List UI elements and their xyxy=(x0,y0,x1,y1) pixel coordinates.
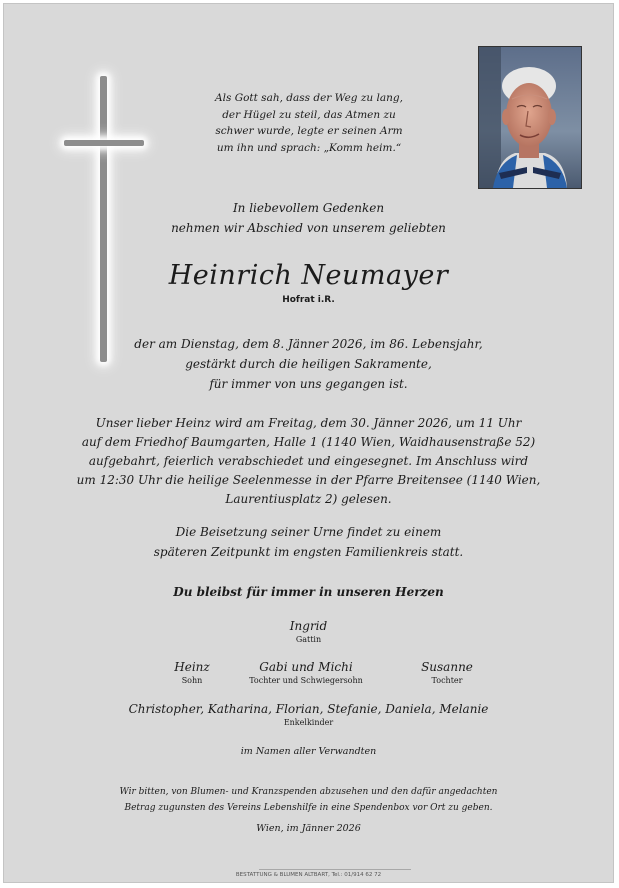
burial-line: späteren Zeitpunkt im engsten Familienkreis statt. xyxy=(153,545,464,559)
death-notice-line: gestärkt durch die heiligen Sakramente, xyxy=(185,357,432,371)
mourner-name: Christopher, Katharina, Florian, Stefanie, Daniela, Melanie xyxy=(128,702,489,716)
cross-icon-crossbar xyxy=(64,140,144,146)
intro-text xyxy=(4,198,613,238)
burial-line: Die Beisetzung seiner Urne findet zu einem xyxy=(175,525,442,539)
mourner-role: Enkelkinder xyxy=(283,718,334,727)
relatives-note: im Namen aller Verwandten xyxy=(240,746,377,757)
mourner-grandchildren xyxy=(4,702,613,727)
ceremony-line: um 12:30 Uhr die heilige Seelenmesse in der Pfarre Breitensee (1140 Wien, xyxy=(76,473,541,487)
ceremony-line: Laurentiusplatz 2) gelesen. xyxy=(225,492,392,506)
death-notice-line: der am Dienstag, dem 8. Jänner 2026, im 86. Lebensjahr, xyxy=(134,337,483,351)
funeral-home-footer: BESTATTUNG & BLUMEN ALTBART, Tel.: 01/914 62 72 xyxy=(235,872,382,878)
mourner-spouse xyxy=(4,619,613,644)
ceremony-line: auf dem Friedhof Baumgarten, Halle 1 (1140 Wien, Waidhausenstraße 52) xyxy=(81,435,536,449)
deceased-title: Hofrat i.R. xyxy=(282,295,335,305)
ceremony-line: Unser lieber Heinz wird am Freitag, dem 30. Jänner 2026, um 11 Uhr xyxy=(95,416,522,430)
mourner-name: Susanne xyxy=(421,660,473,674)
burial-notice xyxy=(4,522,613,562)
mourner-role: Tochter und Schwiegersohn xyxy=(249,676,363,685)
ceremony-line: aufgebahrt, feierlich verabschiedet und eingesegnet. Im Anschluss wird xyxy=(88,454,529,468)
poem-line: der Hügel zu steil, das Atmen zu xyxy=(222,108,396,121)
mourner-child xyxy=(372,660,522,685)
death-notice-line: für immer von uns gegangen ist. xyxy=(209,377,408,391)
obituary-page xyxy=(3,3,614,883)
intro-line: In liebevollem Gedenken xyxy=(232,201,385,215)
intro-line: nehmen wir Abschied von unserem geliebten xyxy=(171,221,446,235)
portrait-photo xyxy=(478,46,582,189)
donation-request-line: Betrag zugunsten des Vereins Lebenshilfe in eine Spendenbox vor Ort zu geben. xyxy=(124,803,493,813)
donation-request xyxy=(4,784,613,816)
place-date: Wien, im Jänner 2026 xyxy=(256,823,361,834)
mourner-role: Gattin xyxy=(295,635,322,644)
mourner-role: Sohn xyxy=(181,676,203,685)
poem-line: um ihn und sprach: „Komm heim.“ xyxy=(216,141,402,154)
death-notice xyxy=(4,334,613,394)
poem-line: schwer wurde, legte er seinen Arm xyxy=(215,125,403,137)
motto: Du bleibst für immer in unseren Herzen xyxy=(173,585,444,599)
deceased-name: Heinrich Neumayer xyxy=(168,260,449,291)
donation-request-line: Wir bitten, von Blumen- und Kranzspenden abzusehen und den dafür angedachten xyxy=(119,787,498,797)
footer-divider xyxy=(259,869,411,870)
mourner-role: Tochter xyxy=(431,676,463,685)
mourner-child xyxy=(231,660,381,685)
mourner-name: Ingrid xyxy=(289,619,328,633)
mourner-name: Gabi und Michi xyxy=(259,660,353,674)
poem xyxy=(190,90,428,156)
poem-line: Als Gott sah, dass der Weg zu lang, xyxy=(215,92,403,104)
ceremony-details xyxy=(4,414,613,509)
mourner-name: Heinz xyxy=(174,660,210,674)
